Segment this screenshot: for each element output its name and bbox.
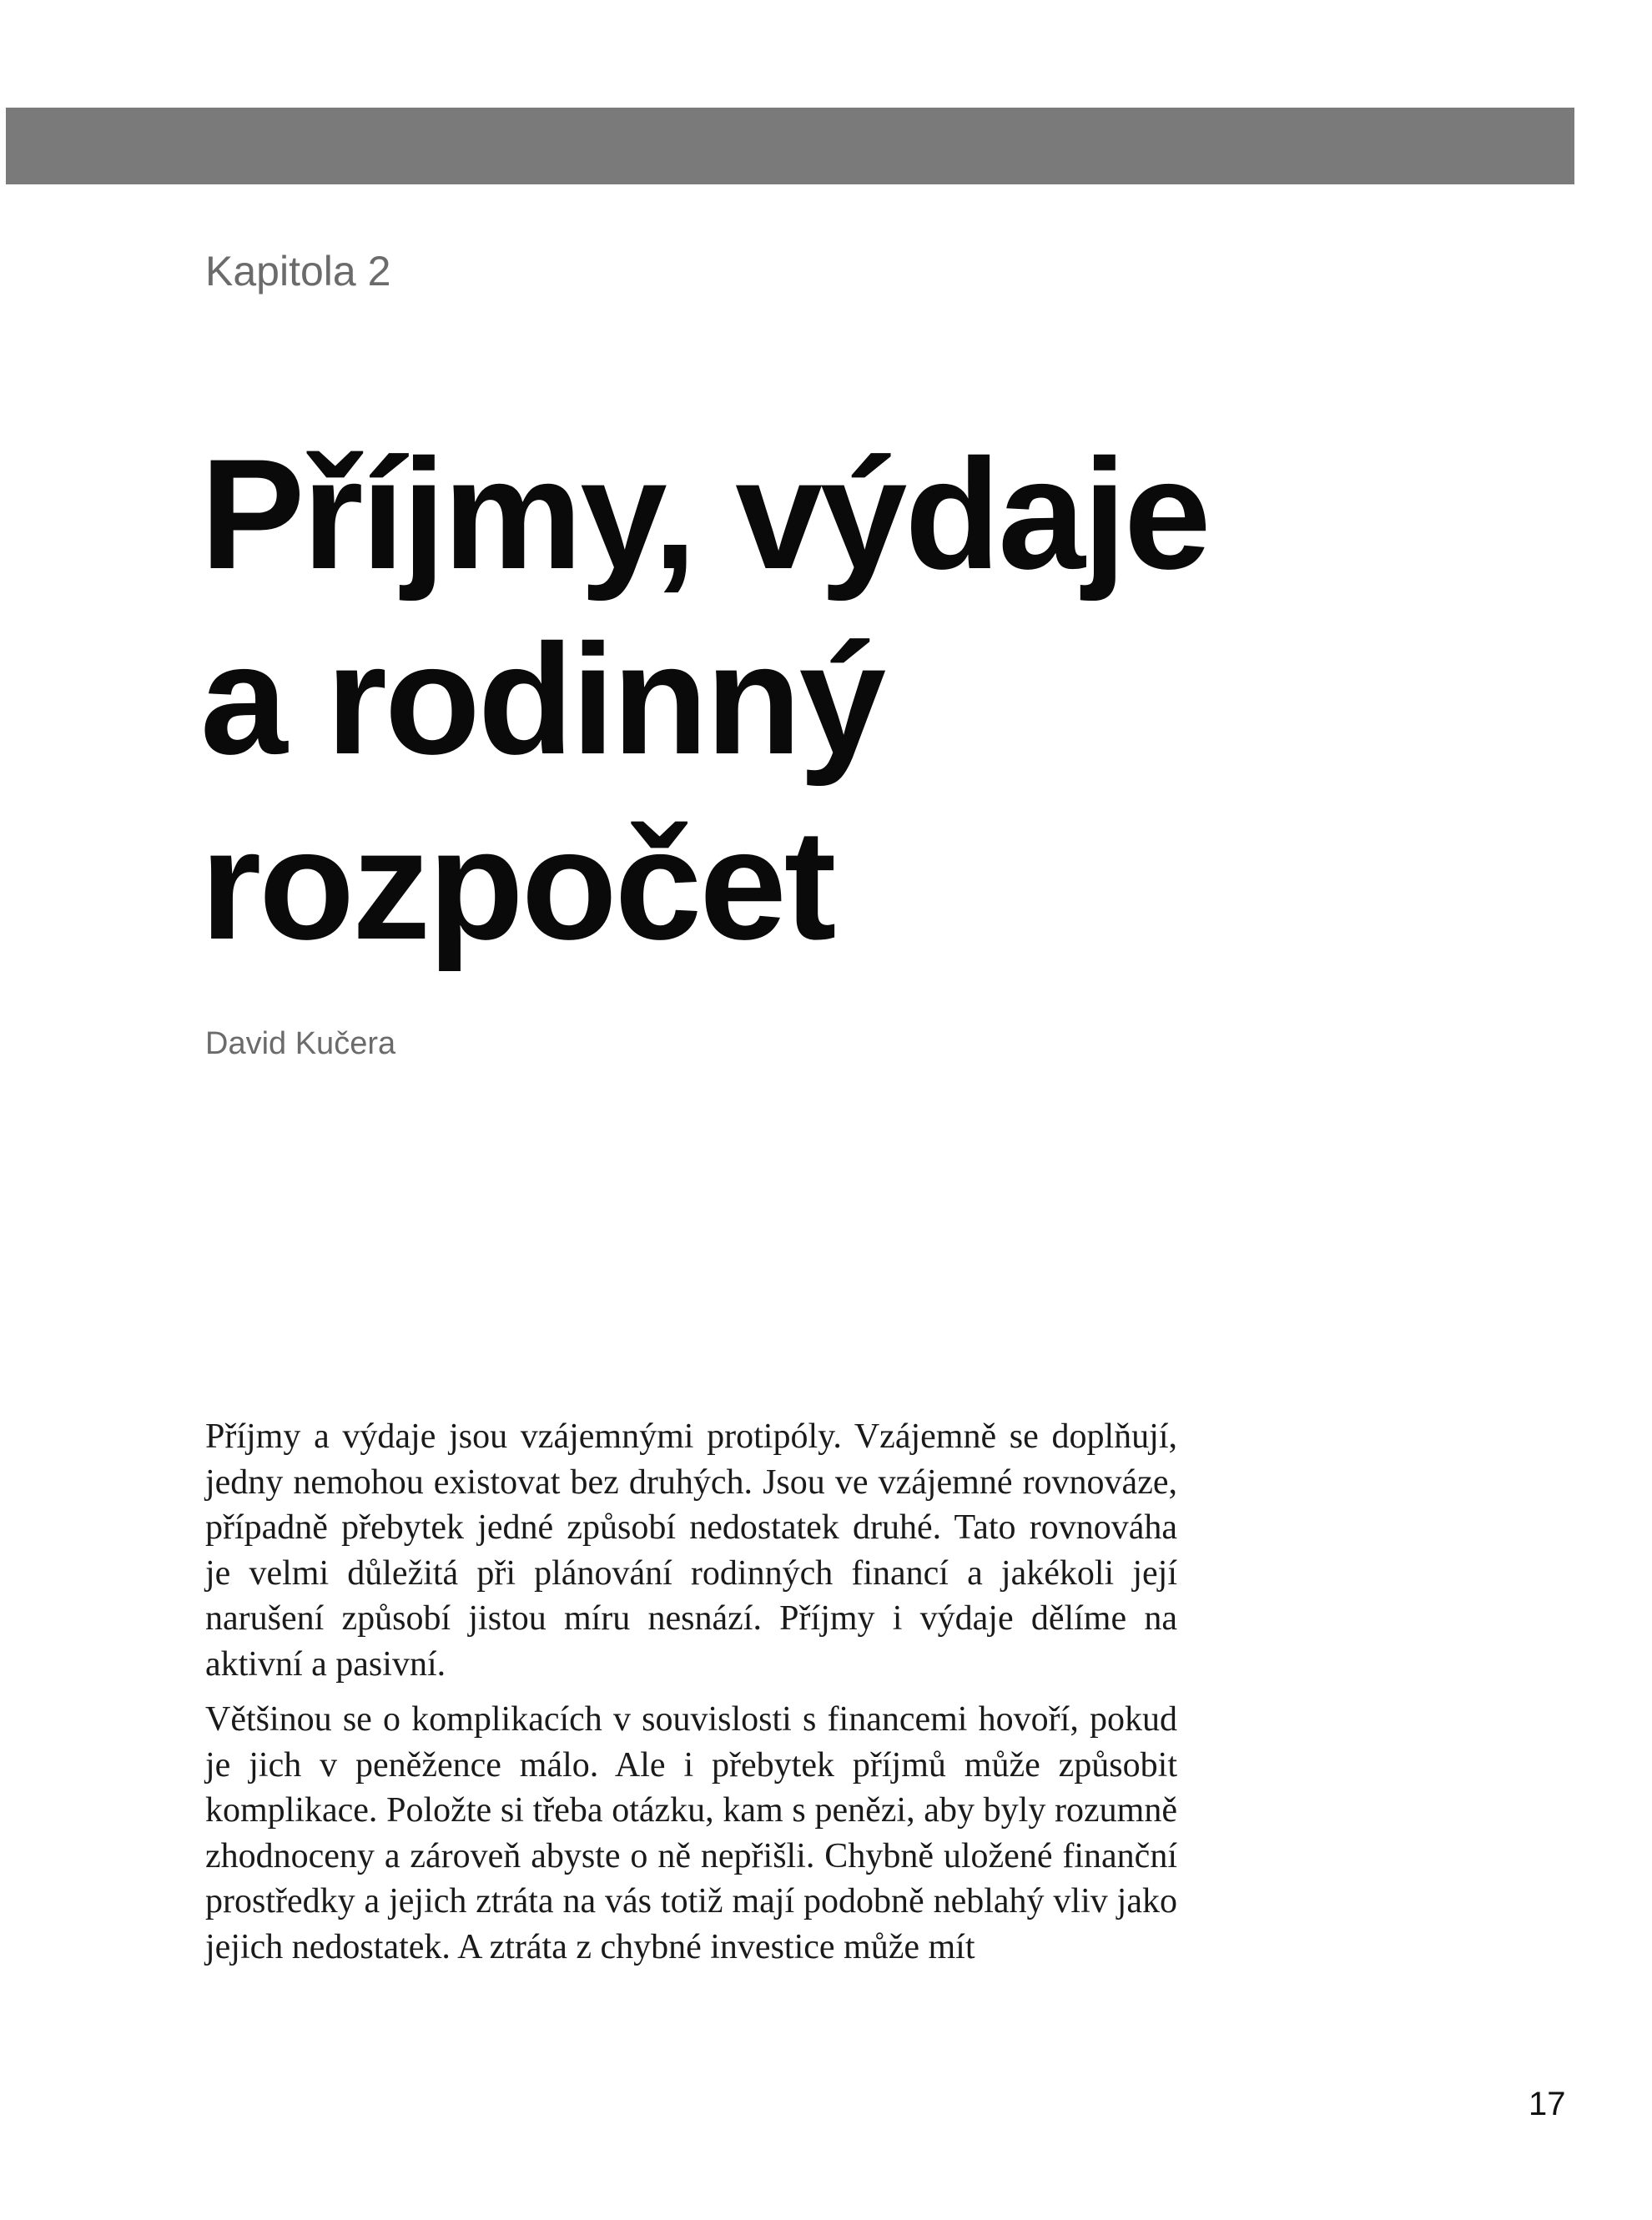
header-bar bbox=[6, 108, 1574, 184]
author-name: David Kučera bbox=[205, 1026, 396, 1061]
chapter-label: Kapitola 2 bbox=[205, 248, 391, 294]
chapter-title bbox=[200, 421, 1209, 977]
body-paragraph: Většinou se o komplikacích v souvislosti s financemi hovoří, pokud je jich v peněžence málo. Ale i přebytek příjmů může způsobit komplikace. Položte si třeba otázku, kam s penězi, aby byly rozumně zhodnoceny a zároveň abyste o ně nepřišli. Chybně uložené finanční prostředky a jejich ztráta na vás totiž mají podobně neblahý vliv jako jejich nedostatek. A ztráta z chybné investice může mít bbox=[205, 1700, 1177, 1966]
chapter-title-line: rozpočet bbox=[200, 797, 834, 972]
chapter-title-line: Příjmy, výdaje bbox=[200, 426, 1209, 602]
body-paragraph: Příjmy a výdaje jsou vzájemnými protipóly. Vzájemně se doplňují, jedny nemohou existovat bez druhých. Jsou ve vzájemné rovnováze, případně přebytek jedné způsobí nedostatek druhé. Tato rovnováha je velmi důležitá při plánování rodinných financí a jakékoli její narušení způsobí jistou míru nesnází. Příjmy i výdaje dělíme na aktivní a pasivní. bbox=[205, 1417, 1177, 1684]
chapter-title-line: a rodinný bbox=[200, 612, 884, 787]
body-text bbox=[205, 1414, 1177, 1980]
page-number: 17 bbox=[1529, 2086, 1566, 2122]
